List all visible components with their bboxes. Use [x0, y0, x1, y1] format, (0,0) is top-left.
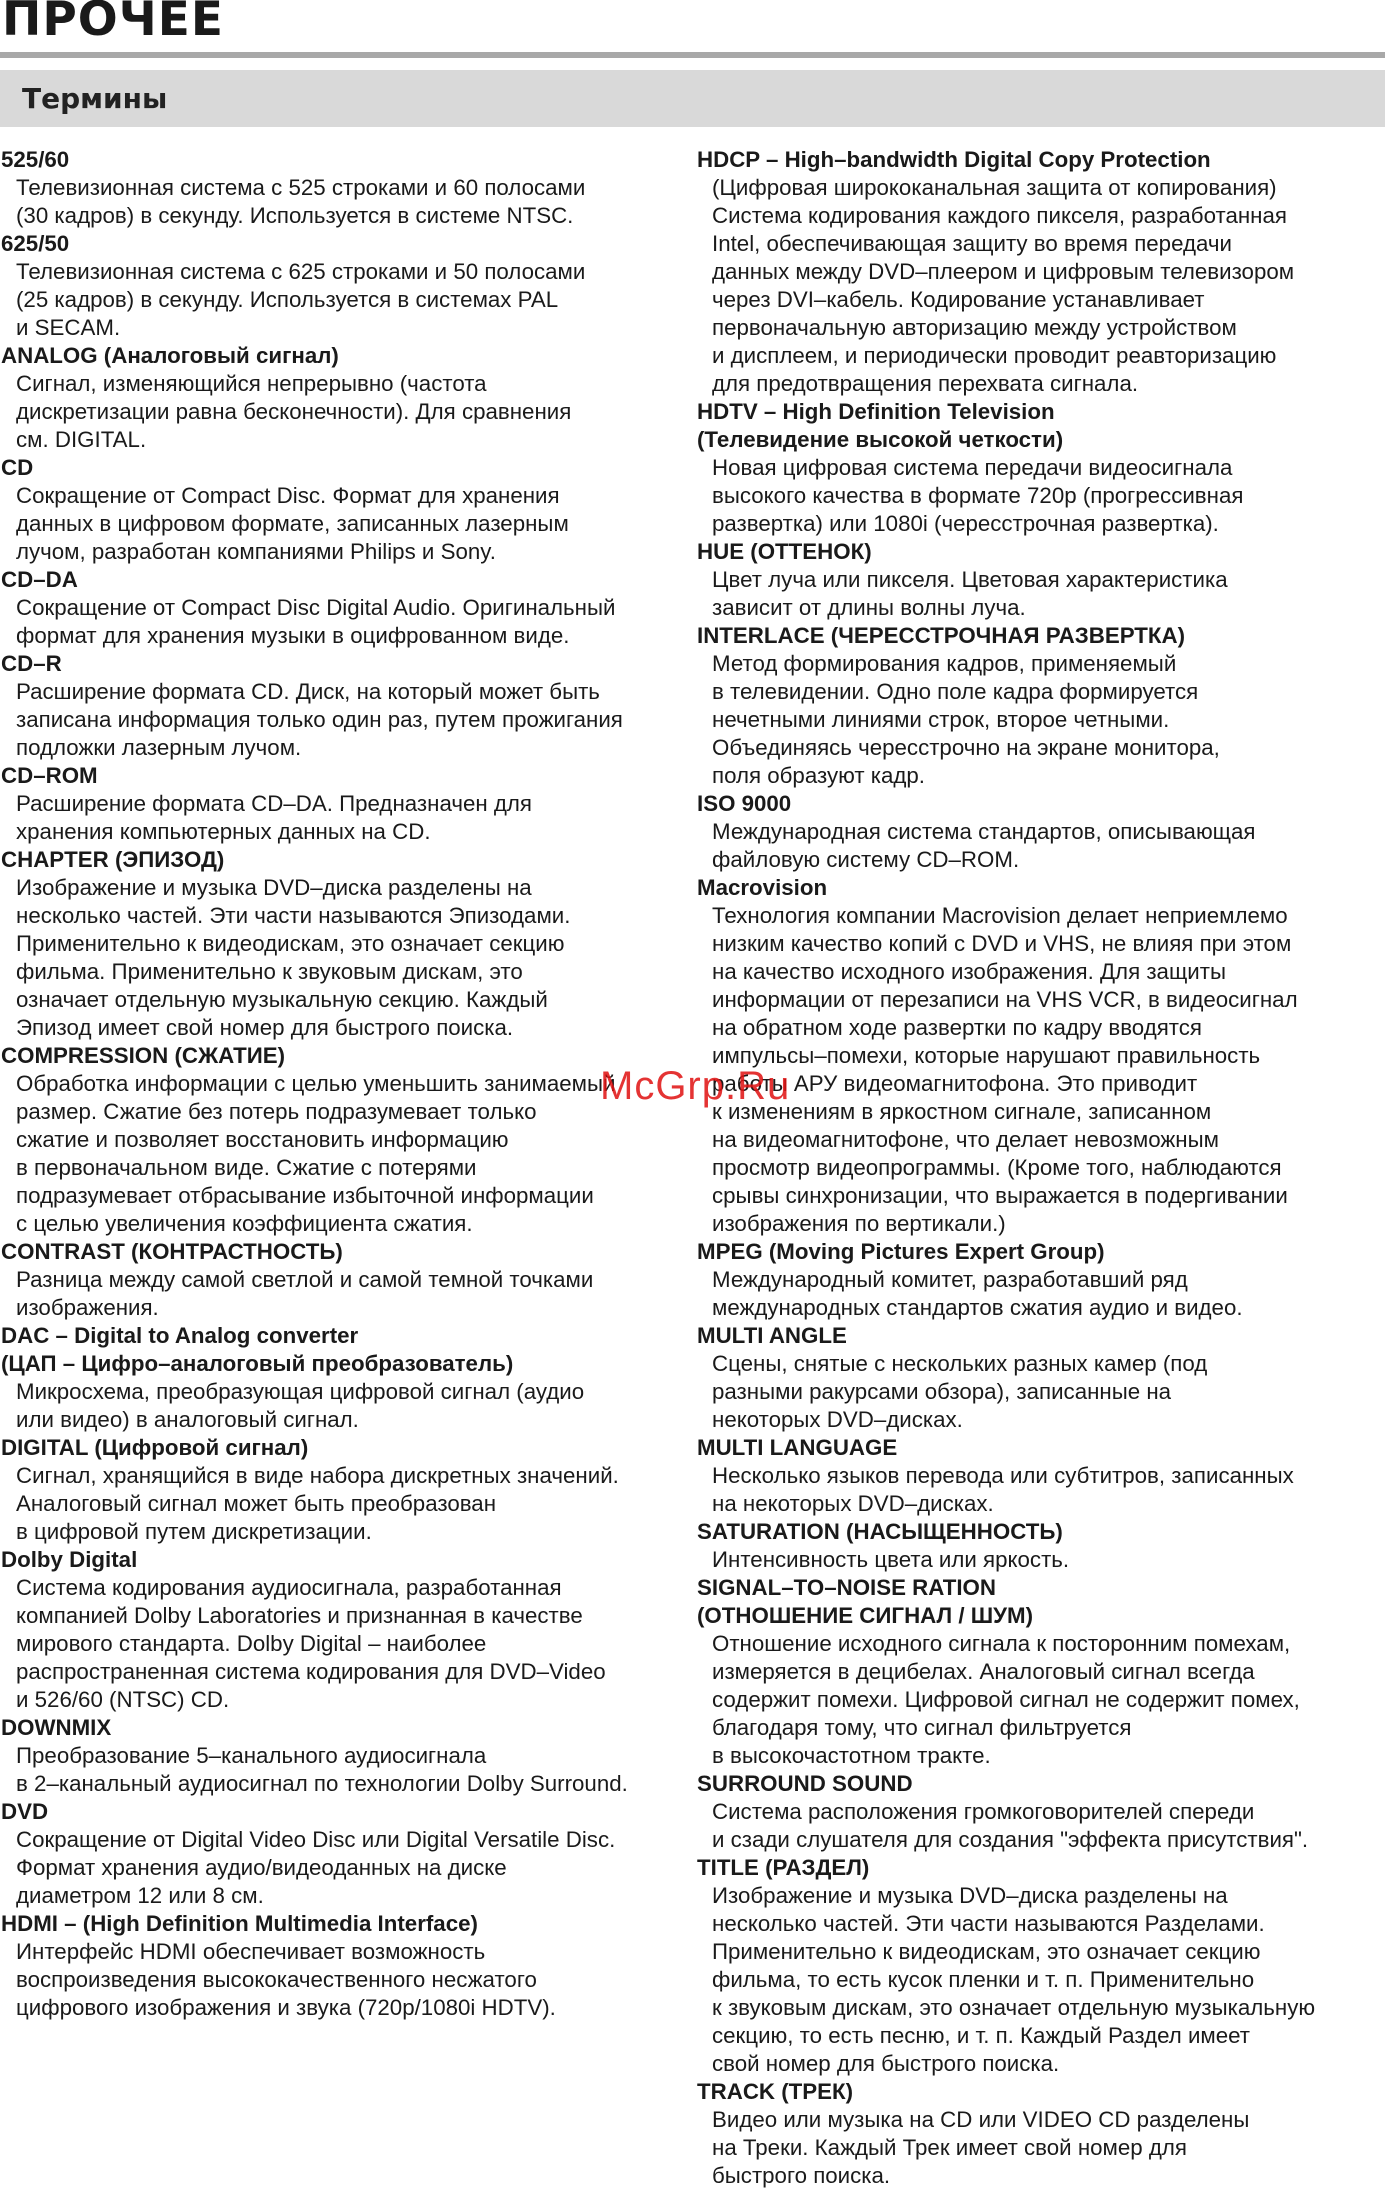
term-definition-line: Технология компании Macrovision делает неприемлемо [712, 903, 1288, 928]
term-definition-line: к изменениям в яркостном сигнале, записанном [712, 1099, 1212, 1124]
term-definition-line: Сигнал, хранящийся в виде набора дискретных значений. [16, 1463, 619, 1488]
term-definition-line: данных в цифровом формате, записанных лазерным [16, 511, 569, 536]
term-definition-line: изображения по вертикали.) [712, 1211, 1006, 1236]
term-definition-line: Расширение формата CD–DA. Предназначен для [16, 791, 532, 816]
term-definition-line: Изображение и музыка DVD–диска разделены на [16, 875, 532, 900]
glossary-term [1, 566, 691, 650]
term-definition-line: работы АРУ видеомагнитофона. Это приводит [712, 1071, 1198, 1096]
term-definition-line: Телевизионная система с 525 строками и 60 полосами [16, 175, 586, 200]
term-definition-line: разными ракурсами обзора), записанные на [712, 1379, 1172, 1404]
term-definition-line: подложки лазерным лучом. [16, 735, 302, 760]
term-title: HDTV – High Definition Television [697, 399, 1055, 424]
term-definition-line: (30 кадров) в секунду. Используется в системе NTSC. [16, 203, 574, 228]
term-definition-line: международных стандартов сжатия аудио и видео. [712, 1295, 1243, 1320]
term-definition-line: Аналоговый сигнал может быть преобразован [16, 1491, 497, 1516]
term-definition-line: быстрого поиска. [712, 2163, 891, 2188]
term-definition-line: нечетными линиями строк, второе четными. [712, 707, 1170, 732]
glossary-term [1, 1238, 691, 1322]
term-definition-line: сжатие и позволяет восстановить информацию [16, 1127, 509, 1152]
term-definition-line: содержит помехи. Цифровой сигнал не содержит помех, [712, 1687, 1300, 1712]
glossary-term [697, 146, 1385, 398]
term-definition-line: свой номер для быстрого поиска. [712, 2051, 1060, 2076]
term-title: SIGNAL–TO–NOISE RATION [697, 1575, 996, 1600]
glossary-term [697, 790, 1385, 874]
term-title: (ЦАП – Цифро–аналоговый преобразователь) [1, 1351, 514, 1376]
term-title: TRACK (ТРЕК) [697, 2079, 854, 2104]
term-definition-line: или видео) в аналоговый сигнал. [16, 1407, 359, 1432]
term-title: DIGITAL (Цифровой сигнал) [1, 1435, 309, 1460]
glossary-term [697, 1434, 1385, 1518]
term-definition-line: Изображение и музыка DVD–диска разделены на [712, 1883, 1228, 1908]
term-definition-line: некоторых DVD–дисках. [712, 1407, 963, 1432]
term-definition-line: Система расположения громкоговорителей спереди [712, 1799, 1255, 1824]
term-definition-line: Формат хранения аудио/видеоданных на диске [16, 1855, 507, 1880]
term-title: DAC – Digital to Analog converter [1, 1323, 359, 1348]
term-definition-line: высокого качества в формате 720p (прогрессивная [712, 483, 1244, 508]
term-definition-line: Применительно к видеодискам, это означает секцию [16, 931, 565, 956]
glossary-term [1, 1322, 691, 1434]
term-title: MPEG (Moving Pictures Expert Group) [697, 1239, 1105, 1264]
term-definition-line: первоначальную авторизацию между устройством [712, 315, 1237, 340]
term-title: HDCP – High–bandwidth Digital Copy Protection [697, 147, 1211, 172]
term-definition-line: Обработка информации с целью уменьшить занимаемый [16, 1071, 616, 1096]
term-title: HDMI – (High Definition Multimedia Interface) [1, 1911, 478, 1936]
term-definition-line: подразумевает отбрасывание избыточной информации [16, 1183, 594, 1208]
term-title: CONTRAST (КОНТРАСТНОСТЬ) [1, 1239, 343, 1264]
terms-column-right [697, 146, 1385, 2190]
glossary-term [1, 1546, 691, 1714]
glossary-term [697, 1854, 1385, 2078]
page-title: ПРОЧЕЕ [2, 0, 224, 47]
term-definition-line: Телевизионная система с 625 строками и 50 полосами [16, 259, 586, 284]
term-definition-line: Эпизод имеет свой номер для быстрого поиска. [16, 1015, 514, 1040]
term-definition-line: на Треки. Каждый Трек имеет свой номер для [712, 2135, 1187, 2160]
term-title: SURROUND SOUND [697, 1771, 913, 1796]
terms-column-left [1, 146, 691, 2022]
term-definition-line: на качество исходного изображения. Для защиты [712, 959, 1226, 984]
term-title: HUE (ОТТЕНОК) [697, 539, 872, 564]
term-title: Macrovision [697, 875, 828, 900]
term-definition-line: Интенсивность цвета или яркость. [712, 1547, 1070, 1572]
term-definition-line: компанией Dolby Laboratories и признанная в качестве [16, 1603, 583, 1628]
term-definition-line: Метод формирования кадров, применяемый [712, 651, 1177, 676]
term-definition-line: несколько частей. Эти части называются Эпизодами. [16, 903, 571, 928]
term-definition-line: Международная система стандартов, описывающая [712, 819, 1256, 844]
term-definition-line: Система кодирования аудиосигнала, разработанная [16, 1575, 562, 1600]
term-definition-line: на видеомагнитофоне, что делает невозможным [712, 1127, 1219, 1152]
term-definition-line: Разница между самой светлой и самой темной точками [16, 1267, 594, 1292]
term-definition-line: дискретизации равна бесконечности). Для сравнения [16, 399, 572, 424]
term-title: CD–ROM [1, 763, 98, 788]
term-definition-line: записана информация только один раз, путем прожигания [16, 707, 623, 732]
term-definition-line: данных между DVD–плеером и цифровым телевизором [712, 259, 1295, 284]
glossary-term [697, 398, 1385, 538]
glossary-term [697, 1574, 1385, 1770]
term-definition-line: в цифровой путем дискретизации. [16, 1519, 372, 1544]
term-definition-line: Система кодирования каждого пикселя, разработанная [712, 203, 1287, 228]
term-definition-line: и 526/60 (NTSC) CD. [16, 1687, 230, 1712]
glossary-term [1, 230, 691, 342]
term-definition-line: и SECAM. [16, 315, 121, 340]
term-definition-line: фильма, то есть кусок пленки и т. п. Применительно [712, 1967, 1255, 1992]
term-definition-line: воспроизведения высококачественного несжатого [16, 1967, 537, 1992]
term-definition-line: лучом, разработан компаниями Philips и Sony. [16, 539, 496, 564]
term-definition-line: в 2–канальный аудиосигнал по технологии Dolby Surround. [16, 1771, 628, 1796]
term-definition-line: см. DIGITAL. [16, 427, 147, 452]
term-definition-line: изображения. [16, 1295, 159, 1320]
term-definition-line: в первоначальном виде. Сжатие с потерями [16, 1155, 477, 1180]
term-definition-line: развертка) или 1080i (чересстрочная развертка). [712, 511, 1219, 536]
term-title: MULTI LANGUAGE [697, 1435, 898, 1460]
term-title: MULTI ANGLE [697, 1323, 847, 1348]
term-title: (ОТНОШЕНИЕ СИГНАЛ / ШУМ) [697, 1603, 1034, 1628]
term-definition-line: импульсы–помехи, которые нарушают правильность [712, 1043, 1261, 1068]
term-definition-line: просмотр видеопрограммы. (Кроме того, наблюдаются [712, 1155, 1282, 1180]
section-title: Термины [22, 82, 168, 115]
term-title: CD–R [1, 651, 62, 676]
term-definition-line: фильма. Применительно к звуковым дискам, это [16, 959, 523, 984]
term-definition-line: распространенная система кодирования для DVD–Video [16, 1659, 606, 1684]
term-definition-line: Преобразование 5–канального аудиосигнала [16, 1743, 487, 1768]
term-definition-line: хранения компьютерных данных на CD. [16, 819, 431, 844]
term-definition-line: Цвет луча или пикселя. Цветовая характеристика [712, 567, 1228, 592]
term-definition-line: размер. Сжатие без потерь подразумевает только [16, 1099, 537, 1124]
term-definition-line: диаметром 12 или 8 см. [16, 1883, 264, 1908]
term-definition-line: информации от перезаписи на VHS VCR, в видеосигнал [712, 987, 1298, 1012]
term-definition-line: в высокочастотном тракте. [712, 1743, 991, 1768]
glossary-term [1, 1042, 691, 1238]
term-definition-line: Видео или музыка на CD или VIDEO CD разделены [712, 2107, 1250, 2132]
term-definition-line: формат для хранения музыки в оцифрованном виде. [16, 623, 570, 648]
glossary-term [697, 2078, 1385, 2190]
term-title: ISO 9000 [697, 791, 792, 816]
term-definition-line: Intel, обеспечивающая защиту во время передачи [712, 231, 1232, 256]
glossary-term [1, 1910, 691, 2022]
term-definition-line: Сокращение от Compact Disc. Формат для хранения [16, 483, 560, 508]
term-definition-line: и сзади слушателя для создания "эффекта присутствия". [712, 1827, 1309, 1852]
glossary-term [1, 1798, 691, 1910]
glossary-term [1, 762, 691, 846]
term-definition-line: в телевидении. Одно поле кадра формируется [712, 679, 1199, 704]
term-title: CD–DA [1, 567, 78, 592]
term-title: 625/50 [1, 231, 70, 256]
term-title: ANALOG (Аналоговый сигнал) [1, 343, 339, 368]
term-title: CHAPTER (ЭПИЗОД) [1, 847, 225, 872]
glossary-term [697, 622, 1385, 790]
term-definition-line: поля образуют кадр. [712, 763, 925, 788]
term-definition-line: Международный комитет, разработавший ряд [712, 1267, 1188, 1292]
term-definition-line: зависит от длины волны луча. [712, 595, 1026, 620]
section-header [0, 70, 1385, 127]
term-title: INTERLACE (ЧЕРЕССТРОЧНАЯ РАЗВЕРТКА) [697, 623, 1186, 648]
glossary-term [1, 342, 691, 454]
term-definition-line: через DVI–кабель. Кодирование устанавливает [712, 287, 1205, 312]
term-definition-line: для предотвращения перехвата сигнала. [712, 371, 1139, 396]
term-definition-line: Микросхема, преобразующая цифровой сигнал (аудио [16, 1379, 585, 1404]
term-definition-line: (25 кадров) в секунду. Используется в системах PAL [16, 287, 559, 312]
term-definition-line: несколько частей. Эти части называются Разделами. [712, 1911, 1265, 1936]
glossary-term [1, 1714, 691, 1798]
term-title: COMPRESSION (СЖАТИЕ) [1, 1043, 286, 1068]
term-title: DOWNMIX [1, 1715, 112, 1740]
title-divider [0, 52, 1385, 58]
term-definition-line: цифрового изображения и звука (720p/1080i HDTV). [16, 1995, 556, 2020]
glossary-term [1, 146, 691, 230]
term-definition-line: Сигнал, изменяющийся непрерывно (частота [16, 371, 487, 396]
term-definition-line: и дисплеем, и периодически проводит реавторизацию [712, 343, 1277, 368]
glossary-term [1, 846, 691, 1042]
term-definition-line: Применительно к видеодискам, это означает секцию [712, 1939, 1261, 1964]
term-title: (Телевидение высокой четкости) [697, 427, 1064, 452]
watermark: McGrp.Ru [600, 1064, 791, 1108]
term-definition-line: мирового стандарта. Dolby Digital – наиболее [16, 1631, 487, 1656]
term-definition-line: Сокращение от Digital Video Disc или Digital Versatile Disc. [16, 1827, 616, 1852]
term-title: CD [1, 455, 34, 480]
term-definition-line: низким качество копий с DVD и VHS, не влияя при этом [712, 931, 1292, 956]
glossary-term [697, 1518, 1385, 1574]
glossary-term [697, 874, 1385, 1238]
term-definition-line: на некоторых DVD–дисках. [712, 1491, 994, 1516]
term-definition-line: Сокращение от Compact Disc Digital Audio. Оригинальный [16, 595, 616, 620]
term-title: DVD [1, 1799, 49, 1824]
term-definition-line: Объединяясь чересстрочно на экране монитора, [712, 735, 1220, 760]
term-definition-line: Несколько языков перевода или субтитров, записанных [712, 1463, 1294, 1488]
glossary-term [697, 538, 1385, 622]
term-definition-line: Расширение формата CD. Диск, на который может быть [16, 679, 600, 704]
glossary-term [1, 650, 691, 762]
term-definition-line: измеряется в децибелах. Аналоговый сигнал всегда [712, 1659, 1255, 1684]
term-definition-line: (Цифровая ширококанальная защита от копирования) [712, 175, 1277, 200]
term-definition-line: срывы синхронизации, что выражается в подергивании [712, 1183, 1288, 1208]
term-definition-line: Отношение исходного сигнала к посторонним помехам, [712, 1631, 1291, 1656]
term-title: SATURATION (НАСЫЩЕННОСТЬ) [697, 1519, 1063, 1544]
term-definition-line: файловую систему CD–ROM. [712, 847, 1020, 872]
term-definition-line: Новая цифровая система передачи видеосигнала [712, 455, 1233, 480]
term-definition-line: означает отдельную музыкальную секцию. Каждый [16, 987, 548, 1012]
glossary-term [697, 1770, 1385, 1854]
term-title: Dolby Digital [1, 1547, 138, 1572]
glossary-term [697, 1238, 1385, 1322]
term-definition-line: благодаря тому, что сигнал фильтруется [712, 1715, 1132, 1740]
term-definition-line: на обратном ходе развертки по кадру вводятся [712, 1015, 1202, 1040]
glossary-term [1, 454, 691, 566]
term-definition-line: с целью увеличения коэффициента сжатия. [16, 1211, 473, 1236]
term-definition-line: к звуковым дискам, это означает отдельную музыкальную [712, 1995, 1316, 2020]
glossary-term [697, 1322, 1385, 1434]
term-title: TITLE (РАЗДЕЛ) [697, 1855, 870, 1880]
glossary-term [1, 1434, 691, 1546]
term-definition-line: Сцены, снятые с нескольких разных камер (под [712, 1351, 1208, 1376]
term-definition-line: Интерфейс HDMI обеспечивает возможность [16, 1939, 486, 1964]
term-title: 525/60 [1, 147, 70, 172]
term-definition-line: секцию, то есть песню, и т. п. Каждый Раздел имеет [712, 2023, 1250, 2048]
